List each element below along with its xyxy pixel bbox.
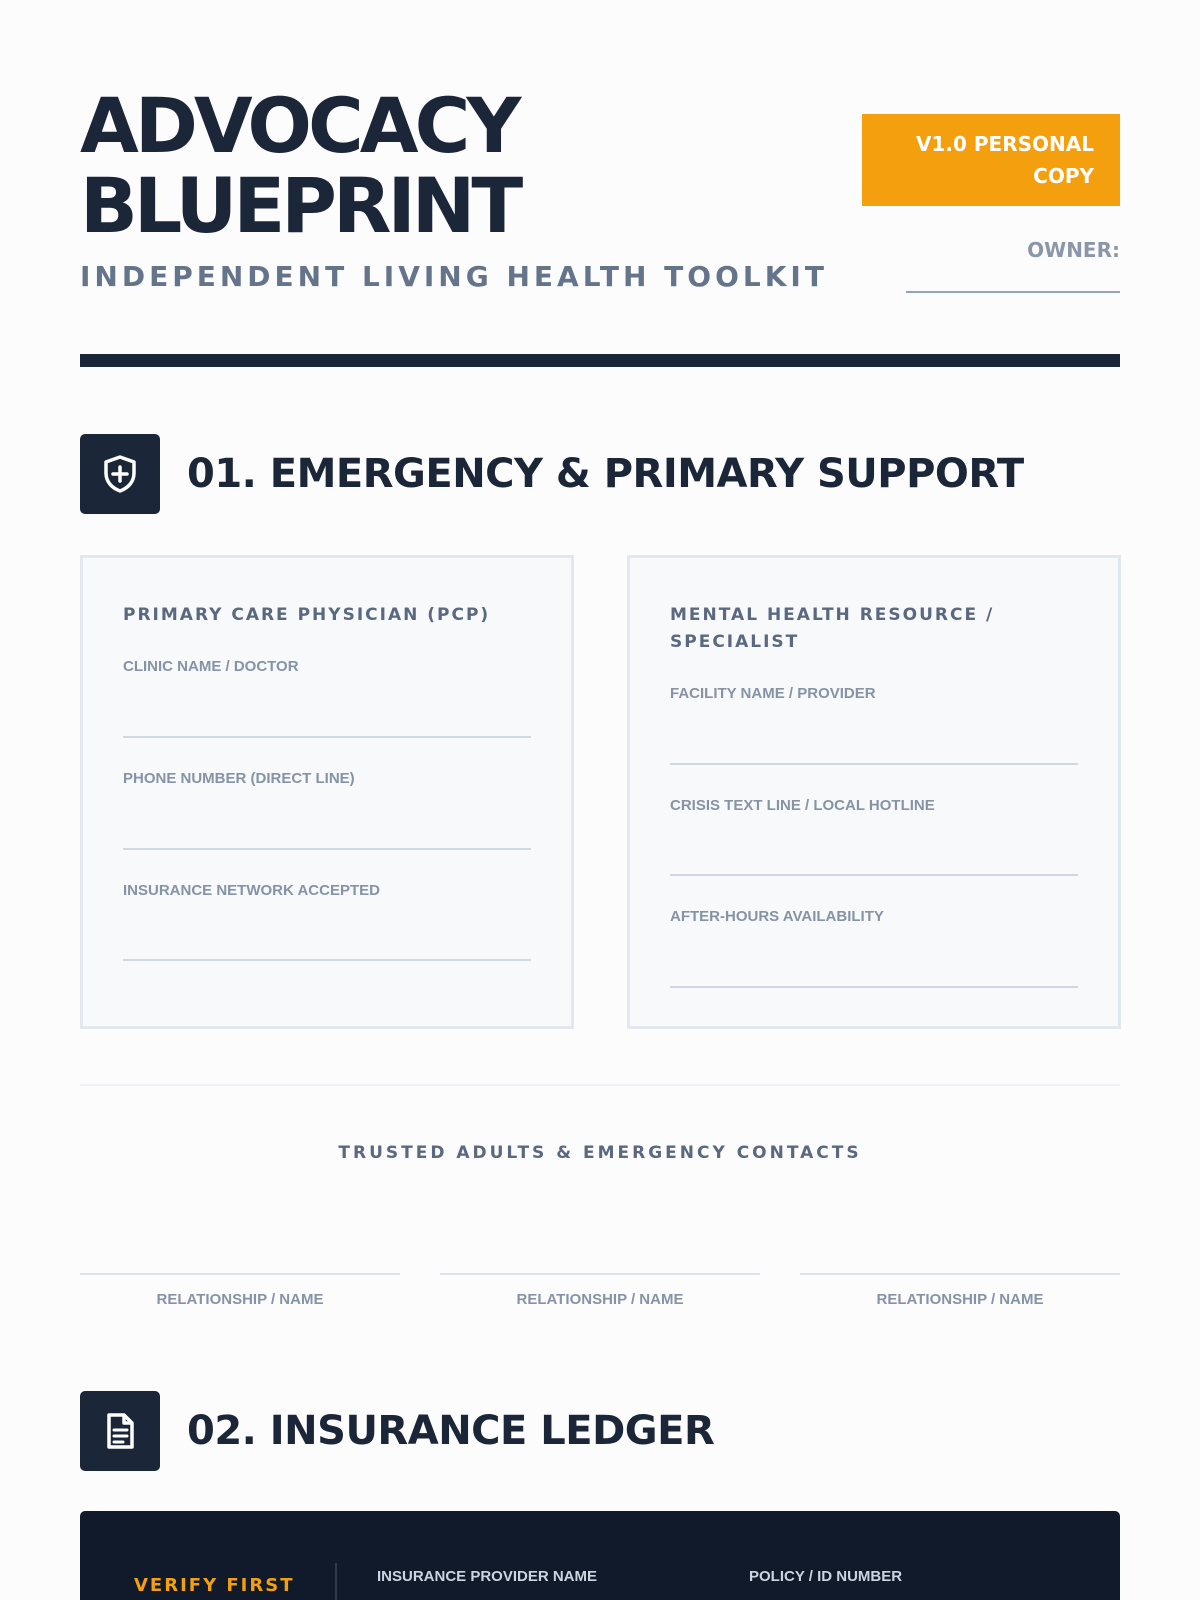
version-badge: [862, 114, 1120, 206]
insurance-ledger-table: [80, 1511, 1120, 1600]
section-divider: [80, 1084, 1120, 1086]
shield-plus-icon: [80, 434, 160, 514]
ledger-header-policy: POLICY / ID NUMBER: [749, 1568, 903, 1585]
crisis-line-field[interactable]: [670, 874, 1078, 876]
insurance-network-field[interactable]: [123, 959, 531, 961]
phone-number-label: PHONE NUMBER (DIRECT LINE): [123, 770, 355, 787]
mental-health-card-title: MENTAL HEALTH RESOURCE / SPECIALIST: [670, 605, 995, 652]
contact-label-1: RELATIONSHIP / NAME: [156, 1291, 324, 1308]
mental-health-card: [627, 555, 1121, 1029]
badge-line-1: V1.0 PERSONAL: [916, 132, 1094, 156]
contact-label-2: RELATIONSHIP / NAME: [516, 1291, 684, 1308]
after-hours-label: AFTER-HOURS AVAILABILITY: [670, 908, 884, 925]
facility-name-label: FACILITY NAME / PROVIDER: [670, 685, 876, 702]
pcp-card: [80, 555, 574, 1029]
section-1-heading: [80, 434, 1120, 514]
badge-line-2: COPY: [1033, 164, 1094, 188]
section-2-title: 02. INSURANCE LEDGER: [187, 1408, 715, 1454]
section-1-title: 01. EMERGENCY & PRIMARY SUPPORT: [187, 451, 1024, 497]
ledger-divider: [335, 1563, 337, 1600]
after-hours-field[interactable]: [670, 986, 1078, 988]
contact-field-2[interactable]: [440, 1273, 760, 1275]
section-2-heading: [80, 1391, 1120, 1471]
facility-name-field[interactable]: [670, 763, 1078, 765]
ledger-header-provider: INSURANCE PROVIDER NAME: [377, 1568, 598, 1585]
crisis-line-label: CRISIS TEXT LINE / LOCAL HOTLINE: [670, 797, 935, 814]
insurance-network-label: INSURANCE NETWORK ACCEPTED: [123, 882, 380, 899]
header-divider: [80, 354, 1120, 367]
contact-field-3[interactable]: [800, 1273, 1120, 1275]
contact-label-3: RELATIONSHIP / NAME: [876, 1291, 1044, 1308]
owner-label: OWNER:: [1027, 238, 1120, 262]
contact-field-1[interactable]: [80, 1273, 400, 1275]
clinic-name-label: CLINIC NAME / DOCTOR: [123, 658, 299, 675]
document-icon: [80, 1391, 160, 1471]
title-line-2: BLUEPRINT: [80, 161, 520, 250]
pcp-card-title: PRIMARY CARE PHYSICIAN (PCP): [123, 605, 491, 625]
document-subtitle: INDEPENDENT LIVING HEALTH TOOLKIT: [80, 260, 828, 293]
contacts-title: TRUSTED ADULTS & EMERGENCY CONTACTS: [338, 1143, 862, 1163]
phone-number-field[interactable]: [123, 848, 531, 850]
clinic-name-field[interactable]: [123, 736, 531, 738]
document-header: [80, 81, 1120, 296]
title-line-1: ADVOCACY: [80, 81, 518, 170]
owner-input-line[interactable]: [906, 291, 1120, 293]
verify-first-label: VERIFY FIRST: [134, 1575, 295, 1596]
